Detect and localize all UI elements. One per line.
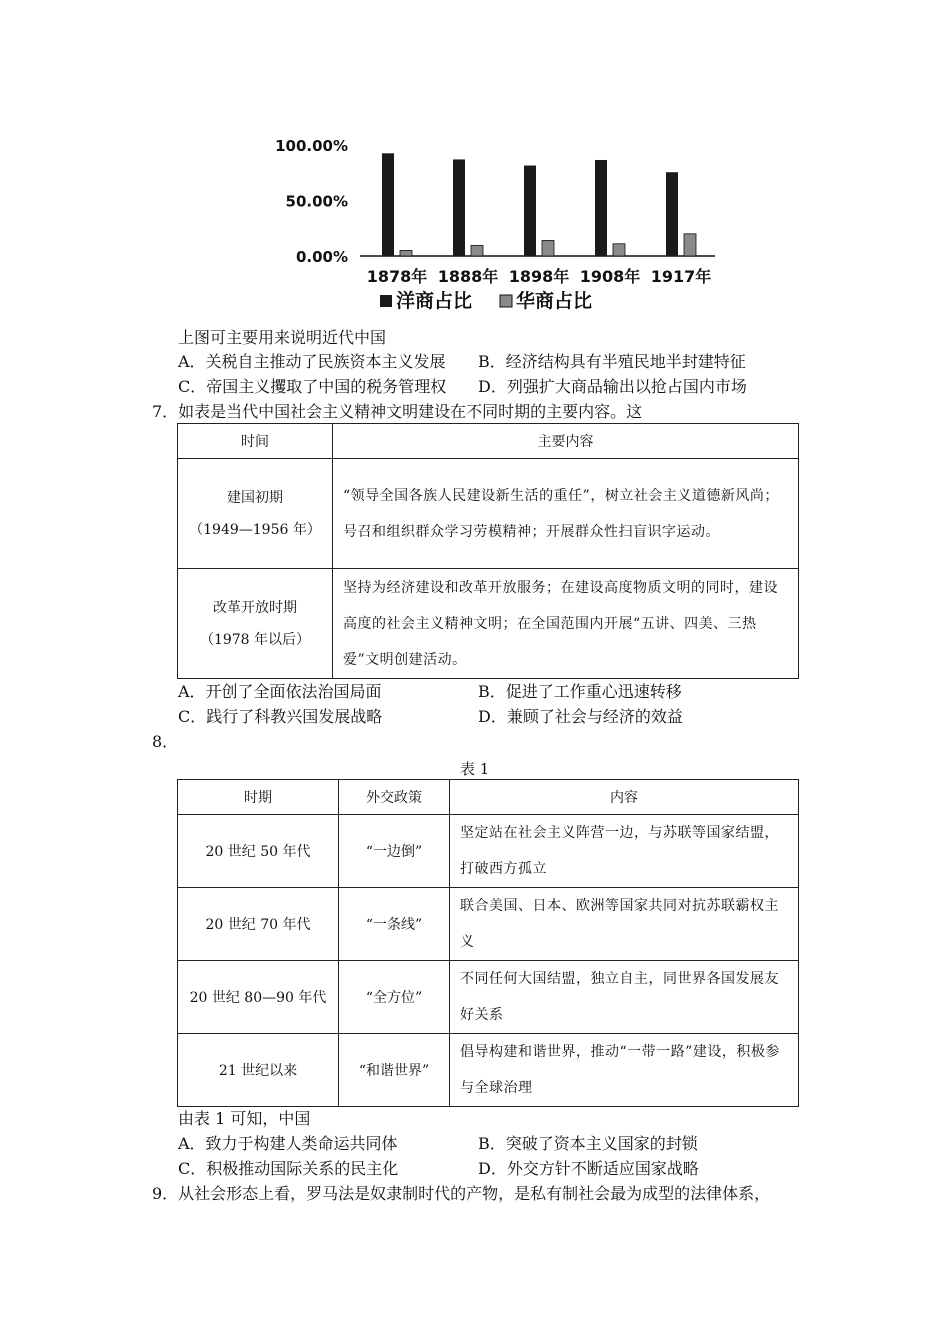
x-tick-label: 1888年 <box>437 267 499 286</box>
q8-number: 8． <box>152 732 179 751</box>
q8-row-2-content: 联合美国、日本、欧洲等国家共同对抗苏联霸权主义 <box>450 888 799 961</box>
q7-row-1-years: （1949—1956 年） <box>189 521 321 538</box>
q6-option-d[interactable]: D．列强扩大商品输出以抢占国内市场 <box>478 377 747 396</box>
q9-stem: 9．从社会形态上看，罗马法是奴隶制时代的产物，是私有制社会最为成型的法律体系， <box>152 1184 771 1203</box>
q7-row-2-years: （1978 年以后） <box>199 631 311 648</box>
q8-row-3-content: 不同任何大国结盟，独立自主，同世界各国发展友好关系 <box>450 961 799 1034</box>
bar-chinese-1 <box>400 250 412 256</box>
x-tick-label: 1898年 <box>508 267 570 286</box>
q7-row-2-content: 坚持为经济建设和改革开放服务；在建设高度物质文明的同时，建设高度的社会主义精神文明；在全国范围内开展“五讲、四美、三热爱”文明创建活动。 <box>333 569 799 679</box>
q6-stem: 上图可主要用来说明近代中国 <box>178 328 387 347</box>
q8-row-3-policy: “全方位” <box>339 961 450 1034</box>
q8-option-a[interactable]: A．致力于构建人类命运共同体 <box>178 1134 398 1153</box>
q8-row-4-content: 倡导构建和谐世界，推动“一带一路”建设，积极参与全球治理 <box>450 1034 799 1107</box>
q8-row-4-period: 21 世纪以来 <box>178 1034 339 1107</box>
q6-option-c[interactable]: C．帝国主义攫取了中国的税务管理权 <box>178 377 447 396</box>
q8-option-d[interactable]: D．外交方针不断适应国家战略 <box>478 1159 699 1178</box>
legend-label-chinese: 华商占比 <box>516 290 593 312</box>
q7-header-content: 主要内容 <box>333 424 799 459</box>
legend-swatch-chinese <box>500 295 512 307</box>
q8-table <box>177 779 799 1107</box>
q8-stem: 由表 1 可知，中国 <box>178 1109 311 1128</box>
q7-row-1-period: 建国初期 <box>227 489 283 506</box>
q6-option-a[interactable]: A．关税自主推动了民族资本主义发展 <box>178 352 446 371</box>
q8-row-4-policy: “和谐世界” <box>339 1034 450 1107</box>
q7-option-a[interactable]: A．开创了全面依法治国局面 <box>178 682 382 701</box>
bar-foreign-1 <box>382 153 394 256</box>
q8-row-3-period: 20 世纪 80—90 年代 <box>178 961 339 1034</box>
bar-chinese-2 <box>471 245 483 256</box>
bar-foreign-3 <box>524 166 536 256</box>
y-tick-label: 0.00% <box>295 248 348 266</box>
x-tick-label: 1908年 <box>579 267 641 286</box>
y-tick-label: 50.00% <box>285 192 348 211</box>
q8-row-1-content: 坚定站在社会主义阵营一边，与苏联等国家结盟，打破西方孤立 <box>450 815 799 888</box>
x-tick-label: 1878年 <box>366 267 428 286</box>
q8-row-2-period: 20 世纪 70 年代 <box>178 888 339 961</box>
q7-row-1-content: “领导全国各族人民建设新生活的重任”，树立社会主义道德新风尚；号召和组织群众学习劳模精神；开展群众性扫盲识字运动。 <box>333 459 799 569</box>
q7-table <box>177 423 799 679</box>
q8-option-c[interactable]: C．积极推动国际关系的民主化 <box>178 1159 399 1178</box>
bar-chart-svg <box>260 125 730 325</box>
bar-foreign-5 <box>666 172 678 256</box>
q7-row-2-period: 改革开放时期 <box>213 599 297 616</box>
q8-option-b[interactable]: B．突破了资本主义国家的封锁 <box>478 1134 698 1153</box>
q8-row-1-period: 20 世纪 50 年代 <box>178 815 339 888</box>
q8-row-1-policy: “一边倒” <box>339 815 450 888</box>
q7-row-1-period-cell <box>178 459 333 569</box>
bar-chinese-5 <box>684 234 696 256</box>
legend-label-foreign: 洋商占比 <box>396 290 473 312</box>
q7-header-time: 时间 <box>178 424 333 459</box>
q7-option-c[interactable]: C．践行了科教兴国发展战略 <box>178 707 383 726</box>
bar-foreign-4 <box>595 160 607 256</box>
q8-table-caption: 表 1 <box>460 760 490 778</box>
q6-option-b[interactable]: B．经济结构具有半殖民地半封建特征 <box>478 352 746 371</box>
q8-row-2-policy: “一条线” <box>339 888 450 961</box>
q8-header-policy: 外交政策 <box>339 780 450 815</box>
bar-chinese-4 <box>613 244 625 256</box>
q8-header-content: 内容 <box>450 780 799 815</box>
legend-swatch-foreign <box>380 295 392 307</box>
x-tick-label: 1917年 <box>650 267 712 286</box>
q7-row-2-period-cell <box>178 569 333 679</box>
trade-share-chart <box>260 125 730 325</box>
y-tick-label: 100.00% <box>275 137 348 155</box>
q7-stem: 7．如表是当代中国社会主义精神文明建设在不同时期的主要内容。这 <box>152 402 643 421</box>
q7-option-d[interactable]: D．兼顾了社会与经济的效益 <box>478 707 683 726</box>
bar-chinese-3 <box>542 240 554 256</box>
q7-option-b[interactable]: B．促进了工作重心迅速转移 <box>478 682 682 701</box>
bar-foreign-2 <box>453 159 465 256</box>
q8-header-period: 时期 <box>178 780 339 815</box>
